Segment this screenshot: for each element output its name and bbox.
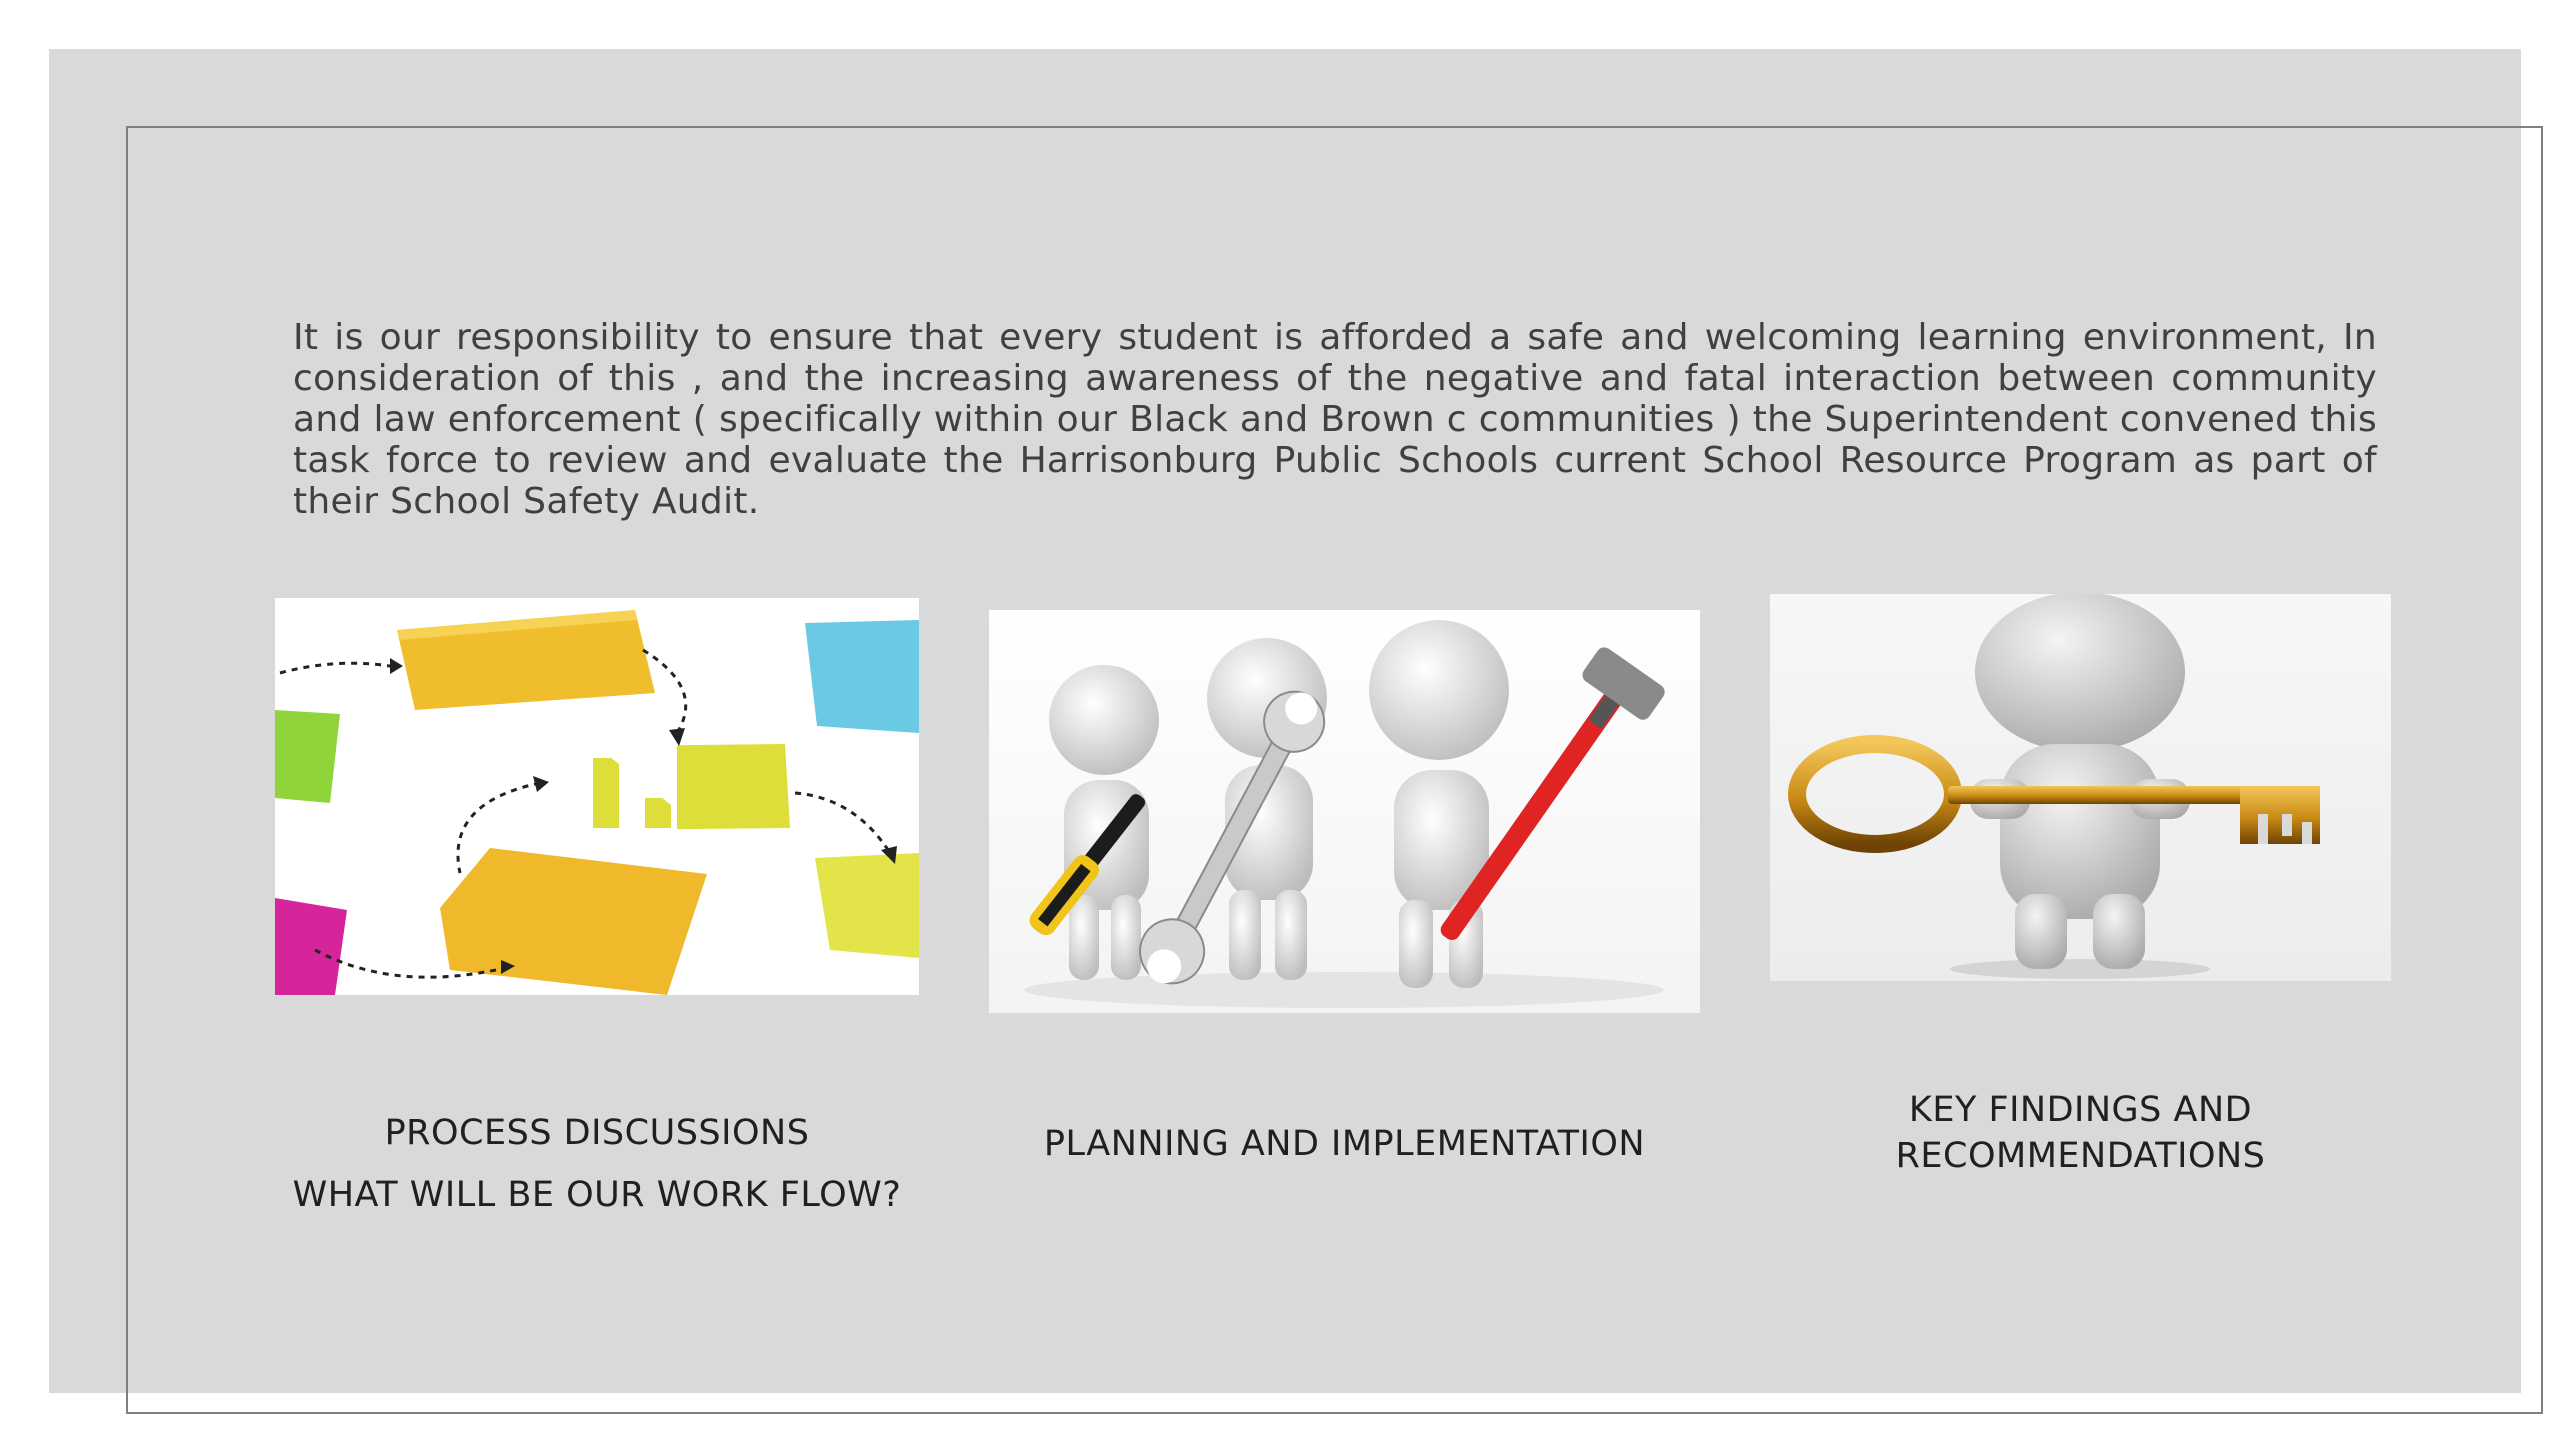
slide <box>49 49 2521 1393</box>
key-findings-line1: KEY FINDINGS AND <box>1908 1090 2253 1130</box>
figure-holding-key-image <box>1770 594 2391 981</box>
sticky-notes-workflow-image <box>275 598 919 995</box>
workflow-question-caption: WHAT WILL BE OUR WORK FLOW? <box>292 1175 902 1215</box>
process-discussions-caption: PROCESS DISCUSSIONS <box>384 1113 810 1153</box>
key-findings-line2: RECOMMENDATIONS <box>1895 1136 2266 1176</box>
planning-implementation-caption: PLANNING AND IMPLEMENTATION <box>1043 1124 1646 1164</box>
intro-paragraph: It is our responsibility to ensure that every student is afforded a safe and welcoming learning environment, In consideration of this , and the increasing awareness of the negative and fatal interaction between community and law enforcement ( specifically within our Black and Brown c communities ) the Superintendent convened this task force to review and evaluate the Harrisonburg Public Schools current School Resource Program as part of their School Safety Audit. <box>293 317 2377 522</box>
figures-with-tools-image <box>989 610 1700 1013</box>
key-findings-caption <box>1770 1087 2391 1179</box>
